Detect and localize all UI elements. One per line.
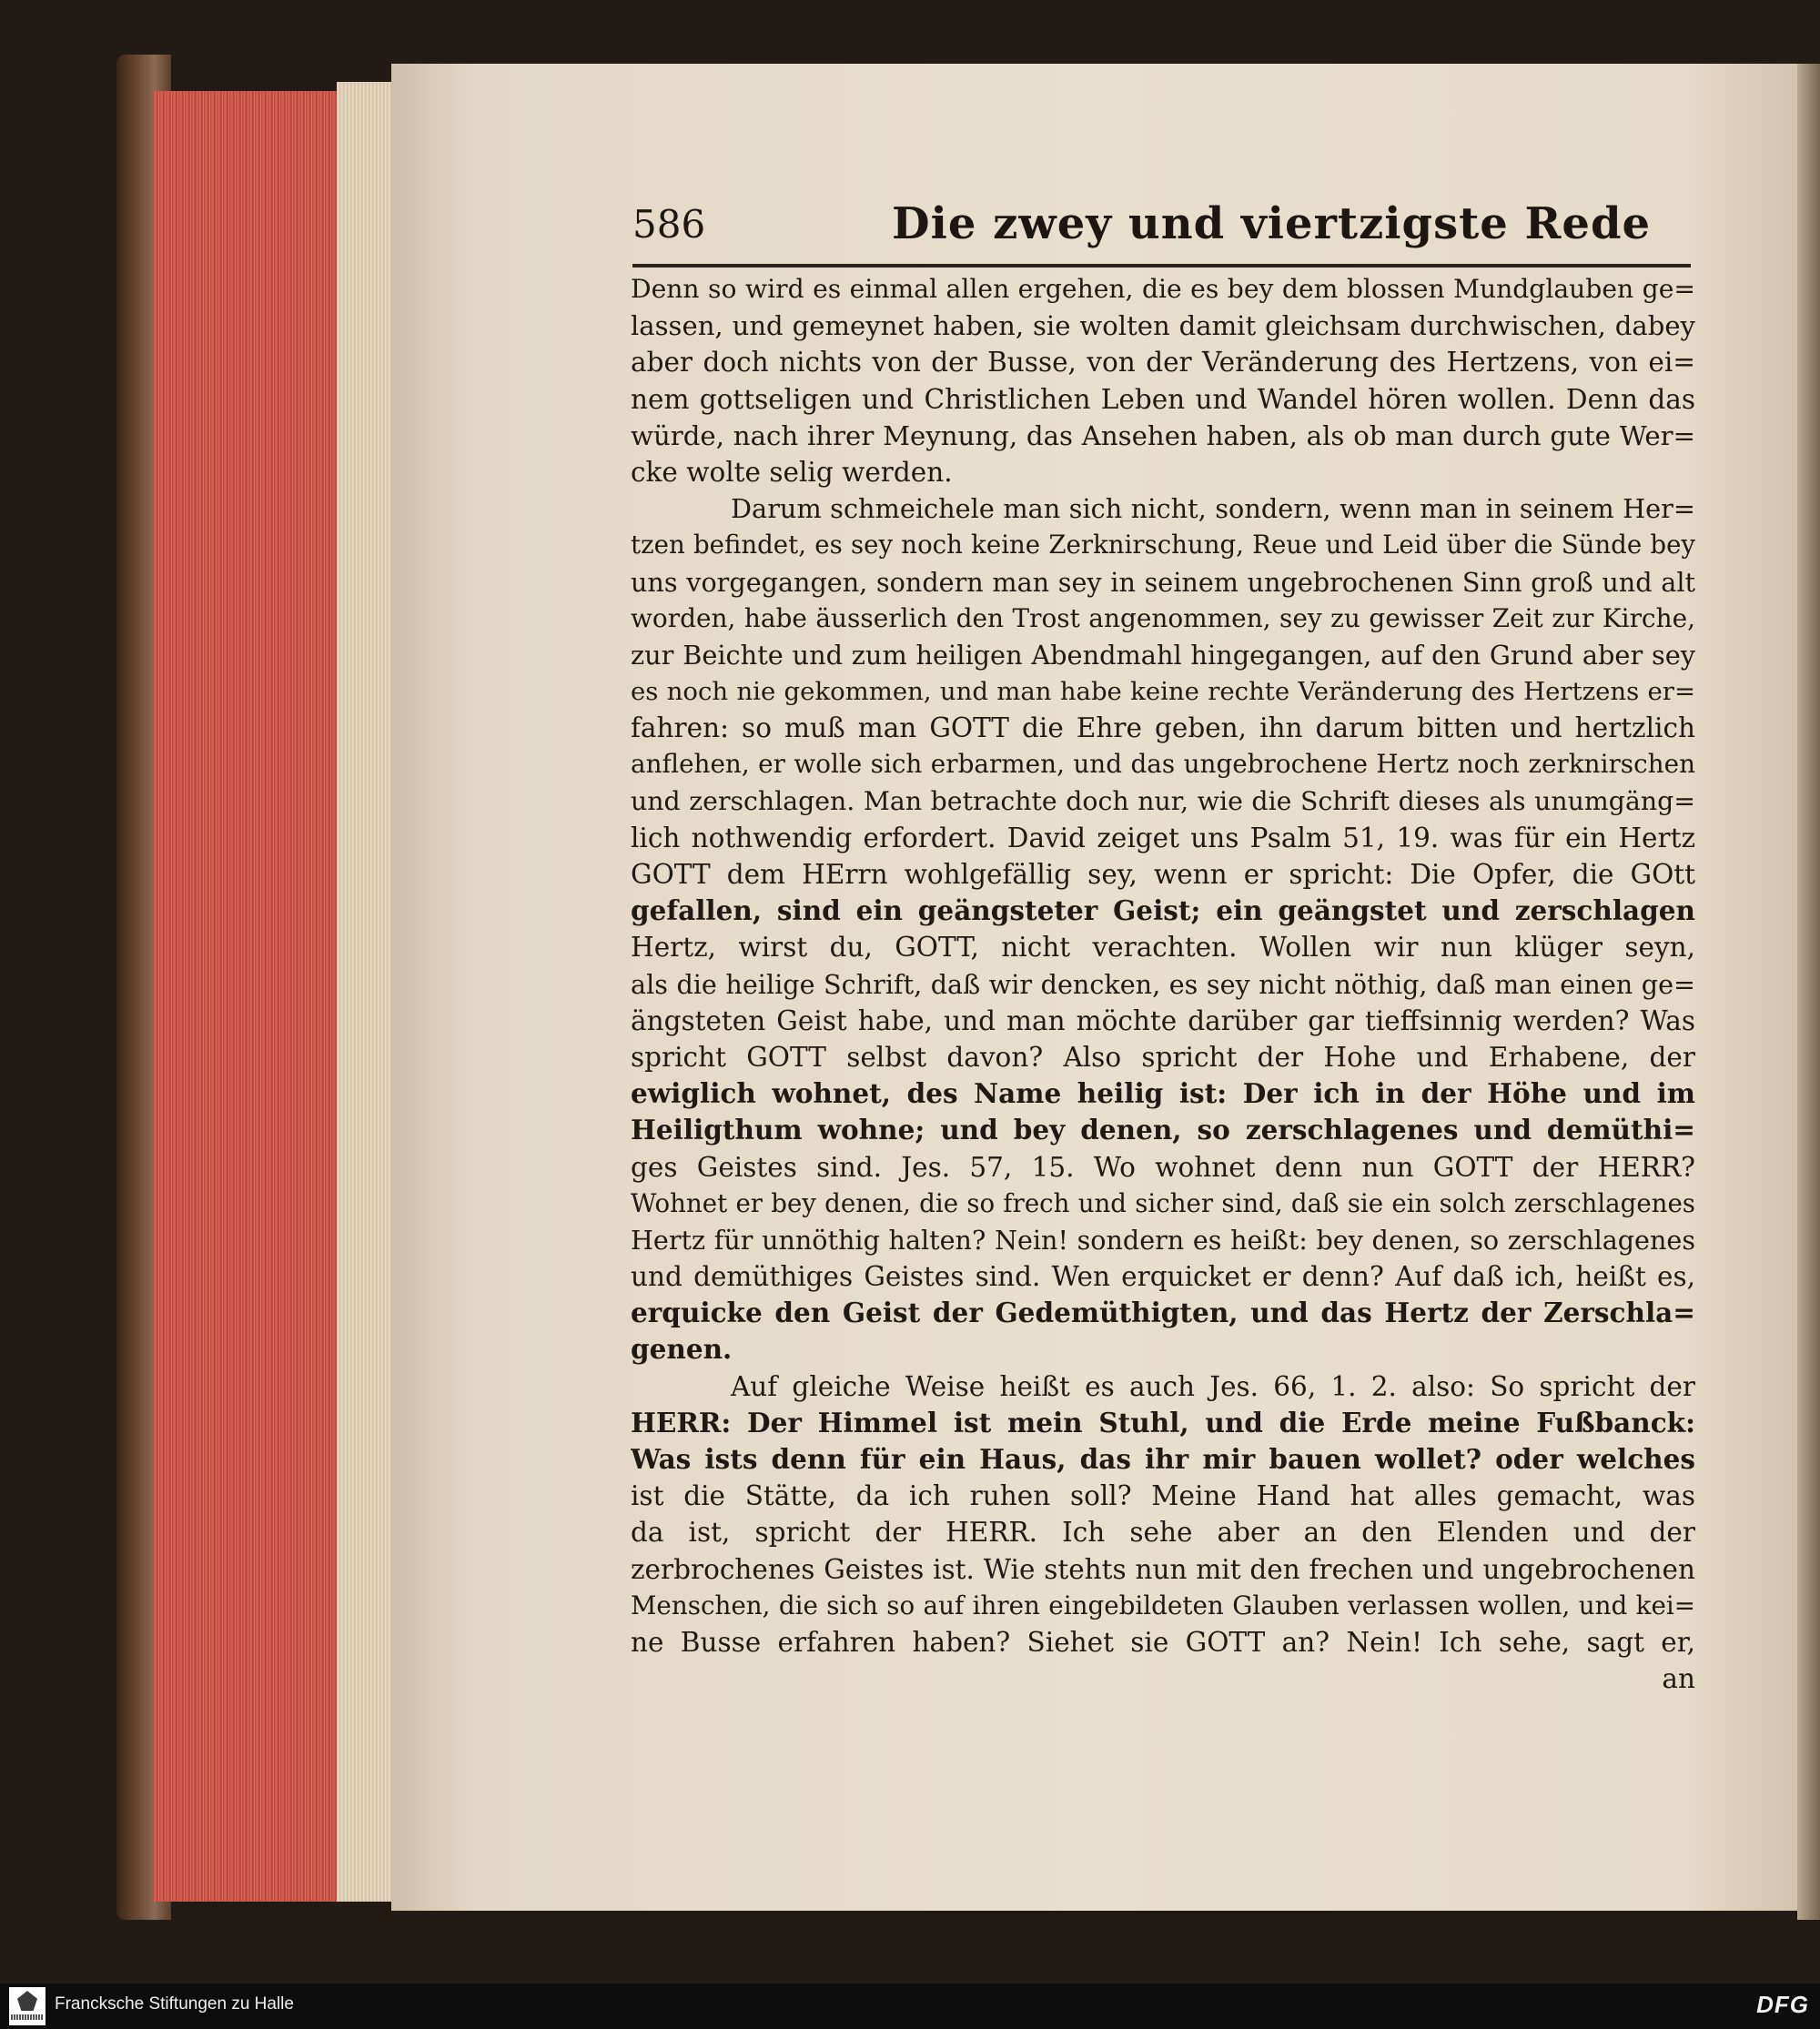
text-line: spricht GOTT selbst davon? Also spricht der Hohe und Erhabene, der: [631, 1041, 1695, 1073]
text-line: nem gottseligen und Christlichen Leben und Wandel hören wollen. Denn das: [631, 383, 1695, 415]
text-line: tzen befindet, es sey noch keine Zerknirschung, Reue und Leid über die Sünde bey: [631, 530, 1695, 560]
text-line: lassen, und gemeynet haben, sie wolten damit gleichsam durchwischen, dabey: [631, 310, 1695, 342]
text-line: lich nothwendig erfordert. David zeiget uns Psalm 51, 19. was für ein Hertz: [631, 822, 1695, 853]
text-line: aber doch nichts von der Busse, von der Veränderung des Hertzens, von ei=: [631, 347, 1695, 379]
dfg-logo: DFG: [1756, 1991, 1809, 2018]
red-page-edges: [153, 91, 344, 1902]
body-text: [631, 271, 1695, 1697]
text-line: als die heilige Schrift, daß wir dencken, es sey nicht nöthig, daß man einen ge=: [631, 968, 1695, 1000]
institution-name: Francksche Stiftungen zu Halle: [55, 1994, 294, 2014]
text-line: würde, nach ihrer Meynung, das Ansehen haben, als ob man durch gute Wer=: [631, 419, 1695, 451]
text-line: ewiglich wohnet, des Name heilig ist: Der ich in der Höhe und im: [631, 1077, 1695, 1110]
text-line: Hertz, wirst du, GOTT, nicht verachten. Wollen wir nun klüger seyn,: [631, 932, 1695, 964]
text-line: cke wolte selig werden.: [631, 456, 953, 488]
text-line: anflehen, er wolle sich erbarmen, und das ungebrochene Hertz noch zerknirschen: [631, 749, 1695, 780]
text-line: Menschen, die sich so auf ihren eingebildeten Glauben verlassen wollen, und kei=: [631, 1590, 1695, 1620]
text-line: erquicke den Geist der Gedemüthigten, und das Hertz der Zerschla=: [631, 1297, 1695, 1329]
text-line: Wohnet er bey denen, die so frech und sicher sind, daß sie ein solch zerschlagenes: [631, 1187, 1695, 1218]
text-line: ne Busse erfahren haben? Siehet sie GOTT an? Nein! Ich sehe, sagt er,: [631, 1626, 1695, 1658]
text-line: Auf gleiche Weise heißt es auch Jes. 66, 1. 2. also: So spricht der: [731, 1370, 1695, 1402]
text-line: worden, habe äusserlich den Trost angenommen, sey zu gewisser Zeit zur Kirche,: [631, 602, 1695, 633]
page-header: [632, 198, 1693, 260]
facing-page-edge: [1797, 64, 1820, 1920]
text-line: da ist, spricht der HERR. Ich sehe aber an den Elenden und der: [631, 1517, 1695, 1549]
text-line: es noch nie gekommen, und man habe keine rechte Veränderung des Hertzens er=: [631, 677, 1695, 707]
viewer-footer: [0, 1984, 1820, 2029]
text-line: zur Beichte und zum heiligen Abendmahl hingegangen, auf den Grund aber sey: [631, 639, 1695, 671]
text-line: und zerschlagen. Man betrachte doch nur, wie die Schrift dieses als unumgäng=: [631, 785, 1695, 816]
institution-logo-icon: [9, 1987, 46, 2025]
text-line: HERR: Der Himmel ist mein Stuhl, und die Erde meine Fußbanck:: [631, 1406, 1695, 1438]
text-line: ist die Stätte, da ich ruhen soll? Meine Hand hat alles gemacht, was: [631, 1480, 1695, 1512]
text-line: Hertz für unnöthig halten? Nein! sondern es heißt: bey denen, so zerschlagenes: [631, 1224, 1695, 1256]
text-line: Was ists denn für ein Haus, das ihr mir bauen wollet? oder welches: [631, 1443, 1695, 1475]
header-rule: [632, 264, 1691, 268]
page-number: 586: [632, 202, 706, 247]
text-line: GOTT dem HErrn wohlgefällig sey, wenn er spricht: Die Opfer, die GOtt: [631, 859, 1695, 890]
catchword: an: [1662, 1663, 1695, 1695]
text-line: uns vorgegangen, sondern man sey in seinem ungebrochenen Sinn groß und alt: [631, 566, 1695, 598]
text-line: gefallen, sind ein geängsteter Geist; ein geängstet und zerschlagen: [631, 894, 1695, 927]
running-head: Die zwey und viertzigste Rede: [892, 198, 1652, 249]
text-line: Denn so wird es einmal allen ergehen, die es bey dem blossen Mundglauben ge=: [631, 274, 1695, 304]
text-line: Darum schmeichele man sich nicht, sondern, wenn man in seinem Her=: [731, 493, 1695, 525]
text-line: genen.: [631, 1333, 733, 1366]
text-line: fahren: so muß man GOTT die Ehre geben, ihn darum bitten und hertzlich: [631, 712, 1695, 744]
text-line: ängsteten Geist habe, und man möchte darüber gar tieffsinnig werden? Was: [631, 1004, 1695, 1036]
text-line: ges Geistes sind. Jes. 57, 15. Wo wohnet denn nun GOTT der HERR?: [631, 1151, 1695, 1183]
text-line: Heiligthum wohne; und bey denen, so zerschlagenes und demüthi=: [631, 1114, 1695, 1146]
text-line: zerbrochenes Geistes ist. Wie stehts nun mit den frechen und ungebrochenen: [631, 1553, 1695, 1585]
text-line: und demüthiges Geistes sind. Wen erquicket er denn? Auf daß ich, heißt es,: [631, 1261, 1695, 1293]
